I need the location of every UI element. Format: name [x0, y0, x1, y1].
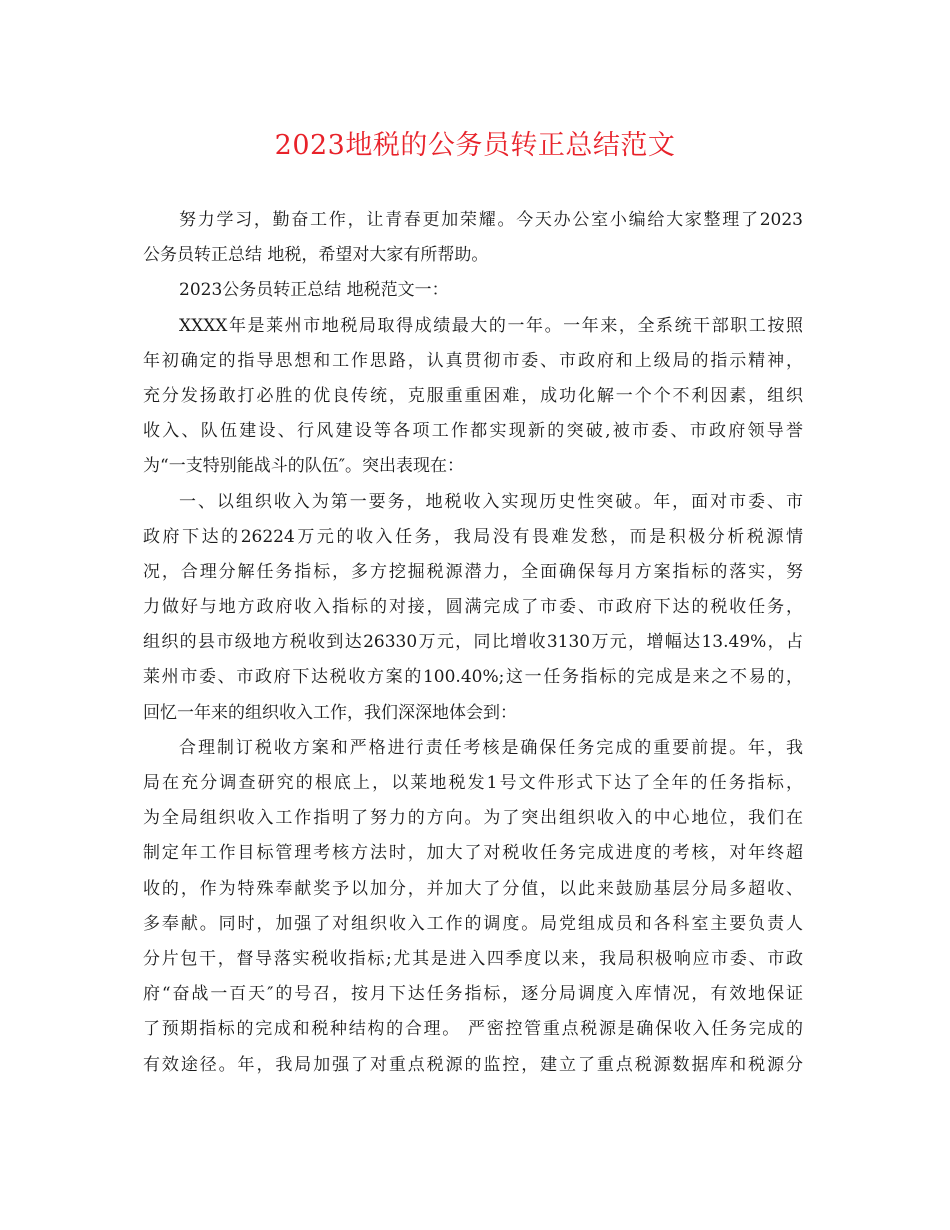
text-line: 回忆一年来的组织收入工作，我们深深地体会到： — [143, 702, 517, 723]
text-line: 分片包干，督导落实税收指标;尤其是进入四季度以来，我局积极响应市委、市政 — [143, 948, 803, 969]
text-line: 多奉献。同时，加强了对组织收入工作的调度。局党组成员和各科室主要负责人 — [143, 913, 803, 934]
text-line: 一、以组织收入为第一要务，地税收入实现历史性突破。年，面对市委、市 — [179, 491, 803, 512]
text-line: 局在充分调查研究的根底上，以莱地税发1号文件形式下达了全年的任务指标， — [143, 773, 803, 793]
text-line: 政府下达的26224万元的收入任务，我局没有畏难发愁，而是积极分析税源情 — [143, 526, 803, 547]
text-line: 了预期指标的完成和税种结构的合理。 严密控管重点税源是确保收入任务完成的 — [143, 1019, 803, 1040]
text-line: 力做好与地方政府收入指标的对接，圆满完成了市委、市政府下达的税收任务， — [143, 597, 803, 618]
paragraph — [143, 309, 803, 485]
text-line: 为“一支特别能战斗的队伍″。突出表现在： — [143, 456, 465, 477]
text-line: 努力学习，勤奋工作，让青春更加荣耀。今天办公室小编给大家整理了2023 — [179, 210, 803, 230]
text-line: 府“奋战一百天″的号召，按月下达任务指标，逐分局调度入库情况，有效地保证 — [143, 984, 803, 1005]
text-line: 况，合理分解任务指标，多方挖掘税源潜力，全面确保每月方案指标的落实，努 — [143, 561, 803, 582]
text-line: 2023公务员转正总结 地税范文一： — [179, 280, 449, 301]
text-line: 为全局组织收入工作指明了努力的方向。为了突出组织收入的中心地位，我们在 — [143, 808, 803, 829]
text-line: 充分发扬敢打必胜的优良传统，克服重重困难，成功化解一个个不利因素，组织 — [143, 385, 803, 406]
document-body — [143, 203, 803, 1083]
document-title: 2023地税的公务员转正总结范文 — [274, 130, 676, 161]
paragraph — [143, 203, 803, 273]
text-line: 收入、队伍建设、行风建设等各项工作都实现新的突破,被市委、市政府领导誉 — [143, 421, 803, 442]
text-line: 组织的县市级地方税收到达26330万元，同比增收3130万元，增幅达13.49%，占 — [143, 632, 803, 653]
paragraph — [143, 731, 803, 1083]
paragraph — [143, 485, 803, 731]
text-line: 莱州市委、市政府下达税收方案的100.40%;这一任务指标的完成是来之不易的， — [143, 667, 803, 688]
paragraph — [143, 273, 803, 308]
text-line: 收的，作为特殊奉献奖予以加分，并加大了分值，以此来鼓励基层分局多超收、 — [143, 878, 803, 899]
text-line: XXXX年是莱州市地税局取得成绩最大的一年。一年来，全系统干部职工按照 — [179, 315, 803, 336]
text-line: 制定年工作目标管理考核方法时，加大了对税收任务完成进度的考核，对年终超 — [143, 843, 803, 864]
text-line: 公务员转正总结 地税，希望对大家有所帮助。 — [143, 245, 489, 266]
text-line: 有效途径。年，我局加强了对重点税源的监控，建立了重点税源数据库和税源分 — [143, 1054, 803, 1075]
text-line: 年初确定的指导思想和工作思路，认真贯彻市委、市政府和上级局的指示精神， — [143, 350, 803, 371]
text-line: 合理制订税收方案和严格进行责任考核是确保任务完成的重要前提。年，我 — [179, 737, 803, 758]
